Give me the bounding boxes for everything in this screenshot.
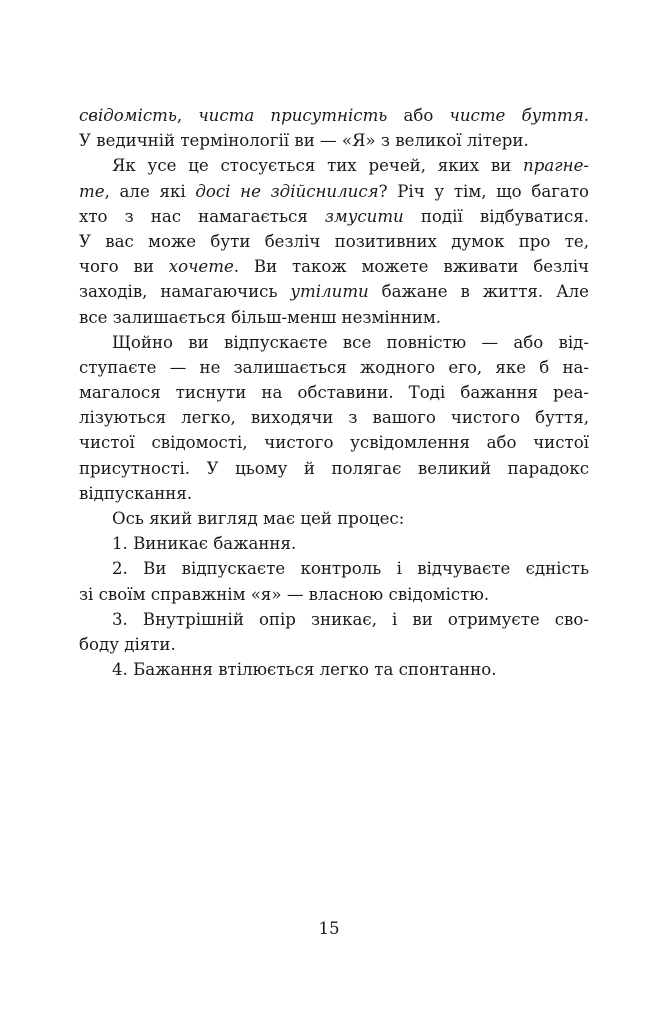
text-run: . <box>583 106 590 125</box>
text-line <box>79 481 589 506</box>
text-line <box>79 229 589 254</box>
text-run: 2. Ви відпускаєте контроль і відчуваєте єдність <box>112 559 589 579</box>
text-run: Ось який вигляд має цей процес: <box>112 509 405 528</box>
text-line <box>79 279 589 304</box>
text-run: ? Річ у тім, що багато <box>378 181 589 201</box>
text-run: 4. Бажання втілюється легко та спонтанно. <box>112 660 497 680</box>
text-line <box>79 506 589 531</box>
text-line <box>79 556 589 581</box>
text-run: лізуються легко, виходячи з вашого чистого буття, <box>79 408 589 428</box>
text-run: або <box>387 106 450 125</box>
italic-text: те <box>79 181 105 201</box>
text-run: боду діяти. <box>79 634 176 654</box>
italic-text: свідомість <box>79 106 177 125</box>
text-line <box>79 330 589 355</box>
text-line <box>79 355 589 380</box>
text-line <box>79 582 589 607</box>
text-run: зі своїм справжнім «я» — власною свідомістю. <box>79 584 490 604</box>
text-run: відпускання. <box>79 483 193 503</box>
text-run: чистої свідомості, чистого усвідомлення або чистої <box>79 433 589 453</box>
italic-text: прагне- <box>523 156 589 176</box>
text-run: чого ви <box>79 257 169 277</box>
text-run: магалося тиснути на обставини. Тоді бажання реа- <box>79 383 589 403</box>
text-line <box>79 179 589 204</box>
text-line <box>79 153 589 178</box>
body-text <box>79 103 589 682</box>
text-run: , але які <box>104 181 196 201</box>
text-line <box>79 405 589 430</box>
text-run: У ведичній термінології ви — «Я» з великої літери. <box>79 131 529 151</box>
italic-text: чисте буття <box>449 106 584 125</box>
italic-text: утілити <box>290 282 369 302</box>
italic-text: досі не здійснилися <box>195 181 379 201</box>
text-run: У вас може бути безліч позитивних думок про те, <box>79 231 589 251</box>
text-line <box>79 128 589 153</box>
text-run: заходів, намагаючись <box>79 282 291 302</box>
text-line <box>79 380 589 405</box>
text-line <box>79 531 589 556</box>
text-line <box>79 607 589 632</box>
text-run: Як усе це стосується тих речей, яких ви <box>112 156 524 176</box>
text-run: хто з нас намагається <box>79 206 325 226</box>
text-run: бажане в життя. Але <box>368 282 589 302</box>
page-number: 15 <box>318 919 340 938</box>
text-run: присутності. У цьому й полягає великий парадокс <box>79 458 589 478</box>
text-line <box>79 254 589 279</box>
text-run: . Ви також можете вживати безліч <box>233 257 589 277</box>
text-line <box>79 103 589 128</box>
italic-text: хочете <box>168 257 234 277</box>
text-line <box>79 456 589 481</box>
text-line <box>79 632 589 657</box>
text-line <box>79 657 589 682</box>
italic-text: чиста присутність <box>198 106 388 125</box>
text-line <box>79 204 589 229</box>
text-run: 3. Внутрішній опір зникає, і ви отримуєте сво- <box>112 609 589 629</box>
text-run: Щойно ви відпускаєте все повністю — або від- <box>112 332 589 352</box>
text-run: все залишається більш-менш незмінним. <box>79 307 442 327</box>
italic-text: змусити <box>324 206 404 226</box>
text-run: ступаєте — не залишається жодного его, яке б на- <box>79 357 589 377</box>
text-run: , <box>176 106 199 125</box>
text-line <box>79 305 589 330</box>
text-line <box>79 430 589 455</box>
text-run: події відбуватися. <box>403 206 589 226</box>
text-run: 1. Виникає бажання. <box>112 534 297 554</box>
